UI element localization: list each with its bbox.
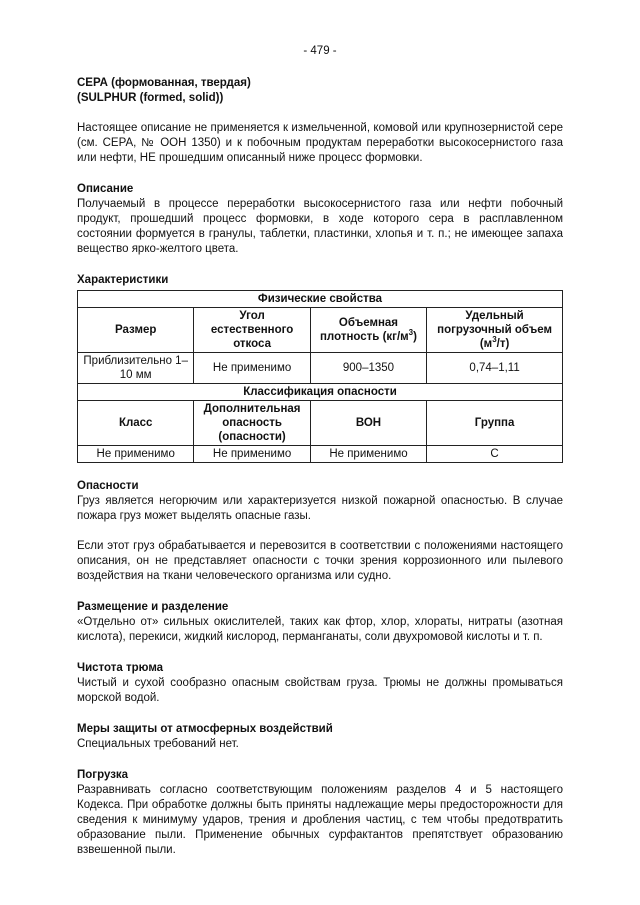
value-class: Не применимо (78, 446, 194, 463)
weather-precautions-section (77, 722, 563, 752)
physical-properties-title: Физические свойства (78, 291, 563, 308)
value-stowage-factor: 0,74–1,11 (427, 353, 563, 384)
weather-precautions-text: Специальных требований нет. (77, 738, 239, 750)
value-size: Приблизительно 1–10 мм (78, 353, 194, 384)
hazard-classification-title: Классификация опасности (78, 384, 563, 401)
header-stowage-factor (427, 308, 563, 353)
header-bulk-density-suffix: ) (413, 331, 417, 343)
hold-cleanliness-section (77, 661, 563, 706)
value-mhb: Не применимо (310, 446, 426, 463)
title-block (77, 76, 563, 106)
header-bulk-density (310, 308, 426, 353)
loading-heading: Погрузка (77, 769, 129, 781)
description-heading: Описание (77, 183, 134, 195)
characteristics-heading: Характеристики (77, 274, 169, 286)
description-section (77, 182, 563, 257)
title-russian: СЕРА (формованная, твердая) (77, 77, 251, 89)
intro-text: Настоящее описание не применяется к измельченной, комовой или крупнозернистой сере (см. СЕРА, № ООН 1350) и к побочным продуктам переработки высокосернистого газа или нефти, НЕ прошедшим описанный ниже процесс формовки. (77, 122, 563, 164)
loading-section (77, 768, 563, 858)
header-class: Класс (78, 401, 194, 446)
value-angle-of-repose: Не применимо (194, 353, 310, 384)
paragraph-gap (77, 524, 563, 539)
hazard-title-row (78, 384, 563, 401)
hazard-values-row (78, 446, 563, 463)
header-stowage-factor-suffix: /т) (496, 338, 510, 350)
header-mhb: ВОН (310, 401, 426, 446)
physical-header-row (78, 308, 563, 353)
segregation-heading: Размещение и разделение (77, 601, 229, 613)
header-angle-of-repose: Угол естественного откоса (194, 308, 310, 353)
value-bulk-density: 900–1350 (310, 353, 426, 384)
segregation-text: «Отдельно от» сильных окислителей, таких как фтор, хлор, хлораты, нитраты (азотная кислота), перекиси, жидкий кислород, перманганаты, соли двухромовой кислоты и т. п. (77, 616, 563, 643)
hazard-header-row (78, 401, 563, 446)
physical-values-row (78, 353, 563, 384)
header-size: Размер (78, 308, 194, 353)
header-stowage-factor-sup: 3 (492, 335, 497, 345)
title-english: (SULPHUR (formed, solid)) (77, 92, 224, 104)
segregation-section (77, 600, 563, 645)
header-bulk-density-text: Объемная плотность (кг/м (319, 317, 409, 343)
intro-section (77, 121, 563, 166)
description-text: Получаемый в процессе переработки высокосернистого газа или нефти побочный продукт, прошедший процесс формовки, в ходе которого сера в расплавленном состоянии формуется в гранулы, таблетки, пластинки, хлопья и т. п.; не имеющее запаха вещество ярко-желтого цвета. (77, 198, 563, 255)
weather-precautions-heading: Меры защиты от атмосферных воздействий (77, 723, 333, 735)
header-stowage-factor-text: Удельный погрузочный объем (м (437, 310, 553, 350)
hold-cleanliness-heading: Чистота трюма (77, 662, 164, 674)
hazards-text-2: Если этот груз обрабатывается и перевозится в соответствии с положениями настоящего описания, он не представляет опасности с точки зрения коррозионного или пылевого воздействия на ткани человеческого организма или судно. (77, 540, 563, 582)
physical-title-row (78, 291, 563, 308)
header-bulk-density-sup: 3 (408, 328, 414, 338)
header-group: Группа (427, 401, 563, 446)
hazards-section (77, 479, 563, 584)
characteristics-table (77, 290, 563, 463)
hazards-text-1: Груз является негорючим или характеризуется низкой пожарной опасностью. В случае пожара груз может выделять опасные газы. (77, 495, 563, 522)
hazards-heading: Опасности (77, 480, 139, 492)
loading-text: Разравнивать согласно соответствующим положениям разделов 4 и 5 настоящего Кодекса. При обработке должны быть приняты надлежащие меры предосторожности для сведения к минимуму ударов, трения и дробления частиц, с тем чтобы предотвратить образование пыли. Применение обычных сурфактантов препятствует образованию взвешенной пыли. (77, 784, 563, 856)
page-number: - 479 - (303, 45, 337, 57)
characteristics-section (77, 273, 563, 463)
value-group: C (427, 446, 563, 463)
hold-cleanliness-text: Чистый и сухой сообразно опасным свойствам груза. Трюмы не должны промываться морской водой. (77, 677, 563, 704)
value-subsidiary-hazard: Не применимо (194, 446, 310, 463)
header-subsidiary-hazard: Дополнительная опасность (опасности) (194, 401, 310, 446)
